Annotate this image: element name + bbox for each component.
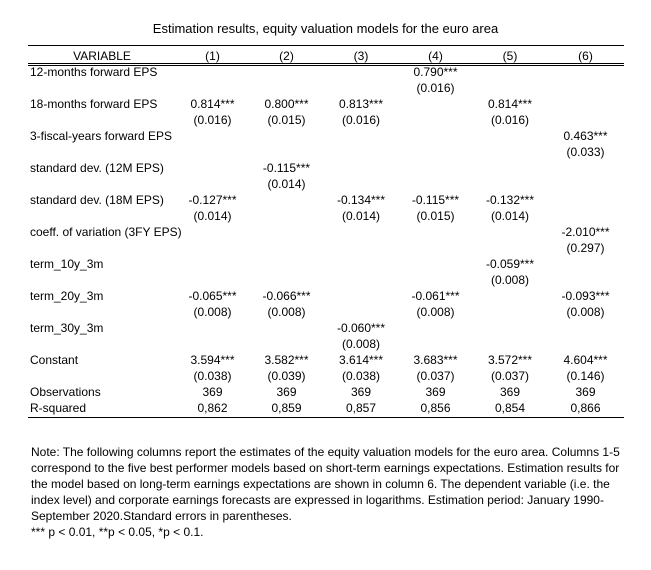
standard-error-cell	[473, 240, 547, 256]
header-col-4: (4)	[428, 49, 443, 63]
empty-label	[28, 336, 176, 352]
standard-error-cell: (0.008)	[267, 305, 306, 319]
empty-label	[28, 368, 176, 384]
table-row	[28, 160, 624, 176]
rsquared-cell: 0,866	[570, 401, 601, 415]
standard-error-cell	[249, 272, 324, 288]
standard-error-cell	[547, 112, 624, 128]
rsquared-cell: 0,859	[271, 401, 302, 415]
standard-error-cell: (0.014)	[490, 209, 530, 223]
empty-label	[28, 208, 176, 224]
standard-error-cell	[398, 240, 473, 256]
variable-label: standard dev. (18M EPS)	[30, 193, 164, 207]
standard-error-cell	[324, 240, 398, 256]
coefficient-cell	[398, 224, 473, 240]
coefficient-cell: -0.065***	[188, 289, 237, 303]
coefficient-cell	[249, 64, 324, 80]
table-row	[28, 224, 624, 240]
coefficient-cell	[324, 256, 398, 272]
coefficient-cell	[398, 320, 473, 336]
standard-error-cell	[176, 272, 249, 288]
table-row-se	[28, 144, 624, 160]
standard-error-cell	[249, 80, 324, 96]
standard-error-cell	[547, 272, 624, 288]
observations-cell: 369	[350, 385, 372, 399]
header-col-5: (5)	[502, 49, 518, 63]
coefficient-cell: -0.093***	[561, 289, 610, 303]
variable-label: Constant	[30, 353, 79, 367]
coefficient-cell	[324, 224, 398, 240]
coefficient-cell	[249, 192, 324, 208]
standard-error-cell	[398, 272, 473, 288]
table-row	[28, 192, 624, 208]
observations-label: Observations	[30, 385, 101, 399]
coefficient-cell	[324, 288, 398, 304]
empty-label	[28, 272, 176, 288]
standard-error-cell	[249, 208, 324, 224]
variable-label: standard dev. (12M EPS)	[30, 161, 164, 175]
coefficient-cell	[547, 64, 624, 80]
table-body	[28, 64, 624, 416]
standard-error-cell	[547, 336, 624, 352]
standard-error-cell	[176, 240, 249, 256]
coefficient-cell: -0.059***	[485, 257, 535, 271]
coefficient-cell: -0.115***	[262, 161, 311, 175]
variable-label: 3-fiscal-years forward EPS	[30, 129, 173, 143]
coefficient-cell: 3.572***	[487, 353, 533, 367]
coefficient-cell	[398, 128, 473, 144]
table-row-se	[28, 176, 624, 192]
table-note	[31, 444, 623, 540]
header-row	[28, 48, 624, 64]
variable-label: term_10y_3m	[30, 257, 104, 271]
coefficient-cell	[176, 224, 249, 240]
table-row-se	[28, 112, 624, 128]
standard-error-cell: (0.008)	[416, 305, 455, 319]
coefficient-cell	[547, 96, 624, 112]
coefficient-cell	[249, 224, 324, 240]
coefficient-cell	[547, 160, 624, 176]
coefficient-cell	[398, 96, 473, 112]
standard-error-cell	[324, 80, 398, 96]
coefficient-cell	[176, 128, 249, 144]
standard-error-cell	[547, 80, 624, 96]
table-title: Estimation results, equity valuation models for the euro area	[152, 21, 499, 36]
standard-error-cell: (0.016)	[416, 81, 455, 95]
empty-label	[28, 112, 176, 128]
empty-label	[28, 240, 176, 256]
standard-error-cell: (0.008)	[490, 273, 530, 287]
standard-error-cell: (0.039)	[267, 369, 306, 383]
coefficient-cell: 0.463***	[563, 129, 608, 143]
standard-error-cell	[176, 176, 249, 192]
coefficient-cell: 0.800***	[264, 97, 309, 111]
table-row	[28, 288, 624, 304]
coefficient-cell	[324, 160, 398, 176]
standard-error-cell: (0.146)	[566, 369, 605, 383]
standard-error-cell	[547, 176, 624, 192]
coefficient-cell: 3.594***	[190, 353, 235, 367]
variable-label: 12-months forward EPS	[30, 65, 158, 79]
table-row	[28, 256, 624, 272]
coefficient-cell: -0.127***	[188, 193, 237, 207]
observations-cell: 369	[276, 385, 297, 399]
standard-error-cell	[473, 304, 547, 320]
table-row-se	[28, 208, 624, 224]
coefficient-cell	[176, 256, 249, 272]
table-row-se	[28, 368, 624, 384]
table-row	[28, 320, 624, 336]
coefficient-cell: -0.115***	[411, 193, 460, 207]
standard-error-cell: (0.008)	[193, 305, 232, 319]
coefficient-cell: -0.061***	[411, 289, 460, 303]
coefficient-cell	[398, 256, 473, 272]
table-row-se	[28, 272, 624, 288]
coefficient-cell	[547, 320, 624, 336]
coefficient-cell: 4.604***	[563, 353, 608, 367]
bottom-rule	[28, 417, 624, 418]
standard-error-cell	[473, 80, 547, 96]
standard-error-cell: (0.014)	[341, 209, 381, 223]
standard-error-cell	[398, 112, 473, 128]
standard-error-cell: (0.038)	[193, 369, 232, 383]
header-col-6: (6)	[578, 49, 593, 63]
coefficient-cell: 3.683***	[413, 353, 458, 367]
standard-error-cell: (0.033)	[566, 145, 605, 159]
standard-error-cell: (0.037)	[490, 369, 530, 383]
rsquared-row	[28, 400, 624, 416]
coefficient-cell	[473, 320, 547, 336]
coefficient-cell: -0.134***	[336, 193, 386, 207]
header-variable: VARIABLE	[73, 49, 131, 63]
standard-error-cell: (0.016)	[193, 113, 232, 127]
table-row	[28, 128, 624, 144]
rsquared-label: R-squared	[30, 401, 87, 415]
table-row-se	[28, 336, 624, 352]
coefficient-cell: 0.814***	[190, 97, 235, 111]
standard-error-cell: (0.008)	[341, 337, 381, 351]
header-rule	[28, 63, 624, 66]
coefficient-cell	[547, 256, 624, 272]
variable-label: coeff. of variation (3FY EPS)	[30, 225, 182, 239]
top-rule	[28, 45, 624, 46]
rsquared-cell: 0,856	[420, 401, 451, 415]
coefficient-cell	[249, 256, 324, 272]
coefficient-cell: -2.010***	[561, 225, 610, 239]
empty-label	[28, 80, 176, 96]
standard-error-cell: (0.038)	[341, 369, 381, 383]
empty-label	[28, 304, 176, 320]
standard-error-cell: (0.014)	[267, 177, 306, 191]
coefficient-cell	[473, 64, 547, 80]
variable-label: term_30y_3m	[30, 321, 104, 335]
standard-error-cell	[398, 144, 473, 160]
rsquared-cell: 0,862	[197, 401, 228, 415]
standard-error-cell	[324, 144, 398, 160]
header-col-3: (3)	[353, 49, 369, 63]
standard-error-cell	[249, 336, 324, 352]
rsquared-cell: 0,854	[494, 401, 526, 415]
header-col-1: (1)	[205, 49, 220, 63]
standard-error-cell: (0.016)	[341, 113, 381, 127]
coefficient-cell	[547, 192, 624, 208]
coefficient-cell: -0.066***	[262, 289, 311, 303]
header-col-2: (2)	[279, 49, 294, 63]
standard-error-cell	[176, 80, 249, 96]
standard-error-cell	[324, 176, 398, 192]
coefficient-cell	[324, 64, 398, 80]
table-row	[28, 352, 624, 368]
table-row-se	[28, 240, 624, 256]
observations-row	[28, 384, 624, 400]
standard-error-cell: (0.016)	[490, 113, 530, 127]
coefficient-cell	[473, 288, 547, 304]
coefficient-cell	[398, 160, 473, 176]
standard-error-cell	[249, 240, 324, 256]
empty-label	[28, 144, 176, 160]
table-row	[28, 96, 624, 112]
coefficient-cell	[176, 64, 249, 80]
coefficient-cell	[249, 128, 324, 144]
observations-cell: 369	[499, 385, 521, 399]
coefficient-cell: 0.790***	[413, 65, 458, 79]
observations-cell: 369	[575, 385, 596, 399]
coefficient-cell	[176, 160, 249, 176]
standard-error-cell	[249, 144, 324, 160]
standard-error-cell	[398, 336, 473, 352]
coefficient-cell	[473, 128, 547, 144]
coefficient-cell: 0.813***	[338, 97, 384, 111]
variable-label: term_20y_3m	[30, 289, 104, 303]
rsquared-cell: 0,857	[345, 401, 377, 415]
standard-error-cell	[547, 208, 624, 224]
standard-error-cell	[324, 304, 398, 320]
table-row-se	[28, 304, 624, 320]
empty-label	[28, 176, 176, 192]
standard-error-cell	[176, 336, 249, 352]
standard-error-cell	[473, 144, 547, 160]
standard-error-cell	[398, 176, 473, 192]
standard-error-cell: (0.015)	[416, 209, 455, 223]
table-row-se	[28, 80, 624, 96]
coefficient-cell: 3.614***	[338, 353, 384, 367]
coefficient-cell: -0.132***	[485, 193, 535, 207]
standard-error-cell	[473, 336, 547, 352]
estimation-table	[28, 48, 624, 416]
coefficient-cell	[249, 320, 324, 336]
standard-error-cell	[473, 176, 547, 192]
significance-note: *** p < 0.01, **p < 0.05, *p < 0.1.	[31, 525, 204, 539]
observations-cell: 369	[425, 385, 446, 399]
coefficient-cell: 0.814***	[487, 97, 533, 111]
variable-label: 18-months forward EPS	[30, 97, 158, 111]
standard-error-cell: (0.008)	[566, 305, 605, 319]
standard-error-cell	[324, 272, 398, 288]
standard-error-cell: (0.297)	[566, 241, 605, 255]
standard-error-cell	[176, 144, 249, 160]
observations-cell: 369	[202, 385, 223, 399]
standard-error-cell: (0.037)	[416, 369, 455, 383]
table-row	[28, 64, 624, 80]
note-text: Note: The following columns report the estimates of the equity valuation models for the euro area. Columns 1-5 correspond to the five best performer models based on short-term earnings expectations. Estimation results for the model based on long-term earnings expectations are shown in column 6. The dependent variable (i.e. the index level) and corporate earnings forecasts are expressed in logarithms. Estimation period: January 1990-September 2020.Standard errors in parentheses.	[31, 445, 620, 523]
standard-error-cell: (0.015)	[267, 113, 306, 127]
coefficient-cell	[176, 320, 249, 336]
coefficient-cell	[473, 160, 547, 176]
standard-error-cell: (0.014)	[193, 209, 232, 223]
coefficient-cell	[324, 128, 398, 144]
coefficient-cell: -0.060***	[336, 321, 386, 335]
coefficient-cell: 3.582***	[264, 353, 309, 367]
coefficient-cell	[473, 224, 547, 240]
